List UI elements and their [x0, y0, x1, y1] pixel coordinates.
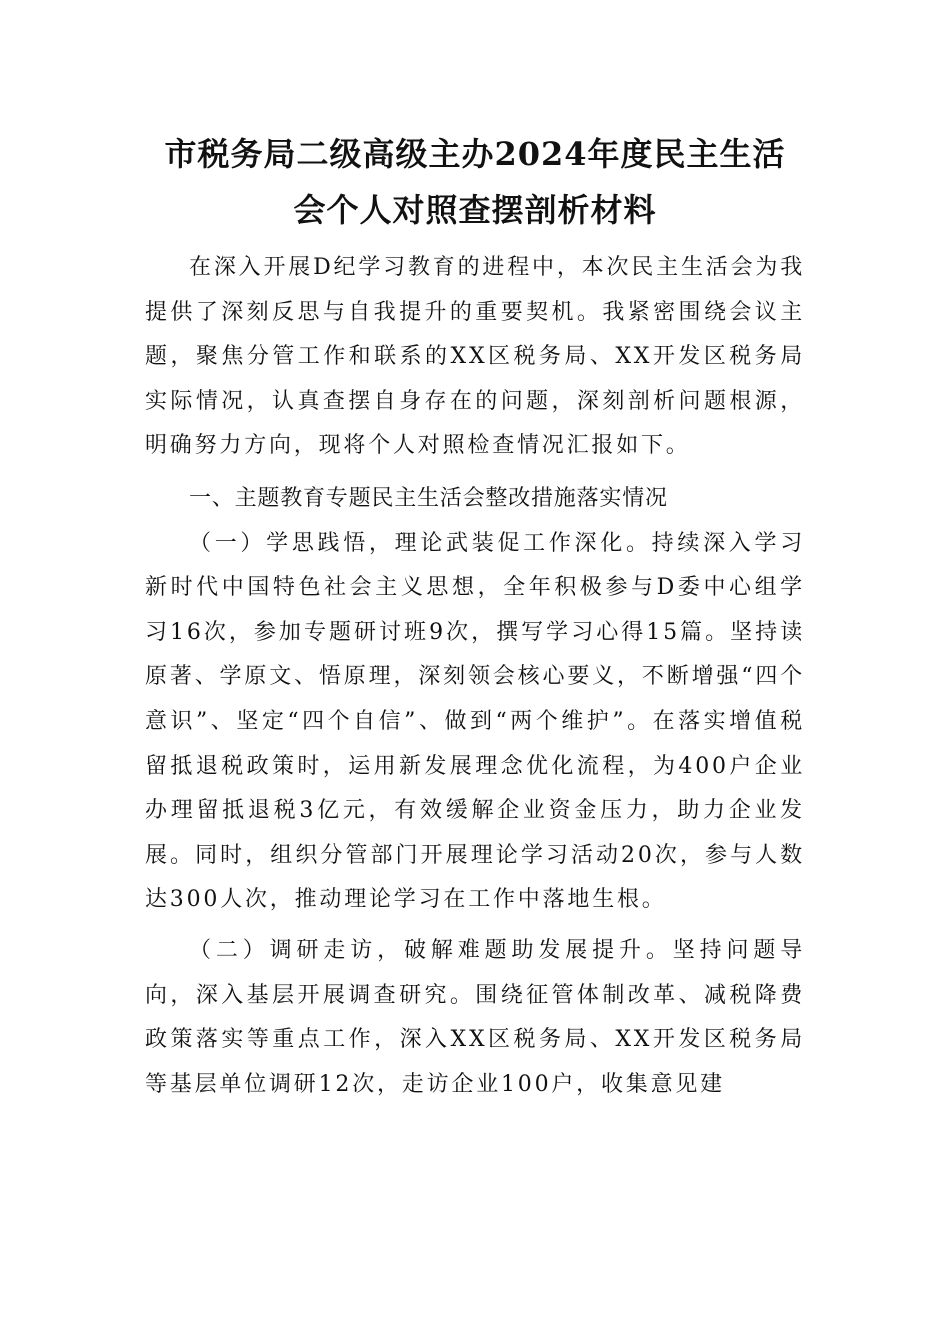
document-title-line-2: 会个人对照查摆剖析材料 — [293, 191, 657, 229]
item-2-body: 坚持问题导向，深入基层开展调查研究。围绕征管体制改革、减税降费政策落实等重点工作，深入XX区税务局、XX开发区税务局等基层单位调研12次，走访企业100户，收集意见建 — [145, 937, 805, 1097]
document-title-line-1: 市税务局二级高级主办2024年度民主生活 — [164, 135, 786, 173]
document-page — [145, 126, 805, 1107]
item-2-heading: （二）调研走访，破解难题助发展提升。 — [189, 937, 673, 963]
item-1-heading: （一）学思践悟，理论武装促工作深化。 — [189, 530, 652, 556]
item-1-body: 持续深入学习新时代中国特色社会主义思想，全年积极参与D委中心组学习16次，参加专题研讨班9次，撰写学习心得15篇。坚持读原著、学原文、悟原理，深刻领会核心要义，不断增强“四个意识”、坚定“四个自信”、做到“两个维护”。在落实增值税留抵退税政策时，运用新发展理念优化流程，为400户企业办理留抵退税3亿元，有效缓解企业资金压力，助力企业发展。同时，组织分管部门开展理论学习活动20次，参与人数达300人次，推动理论学习在工作中落地生根。 — [145, 530, 805, 913]
section-1-heading: 一、主题教育专题民主生活会整改措施落实情况 — [189, 485, 668, 511]
item-2-paragraph — [145, 929, 805, 1107]
intro-paragraph: 在深入开展D纪学习教育的进程中，本次民主生活会为我提供了深刻反思与自我提升的重要契机。我紧密围绕会议主题，聚焦分管工作和联系的XX区税务局、XX开发区税务局实际情况，认真查摆自身存在的问题，深刻剖析问题根源，明确努力方向，现将个人对照检查情况汇报如下。 — [145, 255, 805, 459]
item-1-paragraph — [145, 522, 805, 923]
